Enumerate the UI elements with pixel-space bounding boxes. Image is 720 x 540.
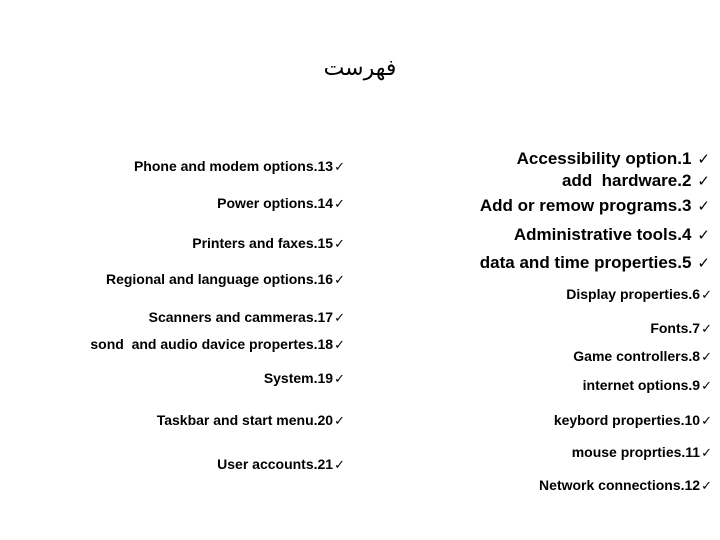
item-label: Game controllers.8 <box>573 348 701 364</box>
check-icon: ✓ <box>334 237 345 252</box>
list-item-user-accounts <box>202 440 345 489</box>
item-label: User accounts.21 <box>217 456 334 472</box>
check-icon: ✓ <box>334 311 345 326</box>
check-icon: ✓ <box>701 322 712 337</box>
item-label: Network connections.12 <box>539 477 701 493</box>
check-icon: ✓ <box>701 288 712 303</box>
item-label: Add or remow programs.3 <box>479 196 692 215</box>
check-icon: ✓ <box>334 372 345 387</box>
check-icon: ✓ <box>701 379 712 394</box>
check-icon: ✓ <box>334 458 345 473</box>
item-label: mouse proprties.11 <box>571 444 701 460</box>
item-label: Phone and modem options.13 <box>133 158 334 174</box>
page-title: فهرست <box>323 56 397 81</box>
list-item-network-connections <box>523 461 712 510</box>
check-icon: ✓ <box>701 446 712 461</box>
item-label: Display properties.6 <box>566 286 701 302</box>
check-icon: ✓ <box>697 197 710 215</box>
item-label: Administrative tools.4 <box>513 225 692 244</box>
check-icon: ✓ <box>697 226 710 244</box>
item-label: add hardware.2 <box>561 171 692 190</box>
check-icon: ✓ <box>701 479 712 494</box>
item-label: Taskbar and start menu.20 <box>156 412 334 428</box>
check-icon: ✓ <box>701 414 712 429</box>
item-label: Regional and language options.16 <box>105 271 334 287</box>
item-label: Fonts.7 <box>650 320 701 336</box>
check-icon: ✓ <box>697 150 710 168</box>
item-label: Accessibility option.1 <box>516 149 692 168</box>
item-label: Printers and faxes.15 <box>192 235 334 251</box>
item-label: internet options.9 <box>582 377 701 393</box>
check-icon: ✓ <box>334 160 345 175</box>
item-label: System.19 <box>263 370 334 386</box>
item-label: sond and audio davice propertes.18 <box>90 336 334 352</box>
check-icon: ✓ <box>701 350 712 365</box>
check-icon: ✓ <box>334 414 345 429</box>
check-icon: ✓ <box>697 254 710 272</box>
item-label: keybord properties.10 <box>553 412 701 428</box>
check-icon: ✓ <box>334 273 345 288</box>
item-label: data and time properties.5 <box>479 253 692 272</box>
item-label: Power options.14 <box>217 195 334 211</box>
check-icon: ✓ <box>334 338 345 353</box>
check-icon: ✓ <box>697 172 710 190</box>
list-item-taskbar-start-menu <box>141 396 345 445</box>
check-icon: ✓ <box>334 197 345 212</box>
item-label: Scanners and cammeras.17 <box>148 309 334 325</box>
